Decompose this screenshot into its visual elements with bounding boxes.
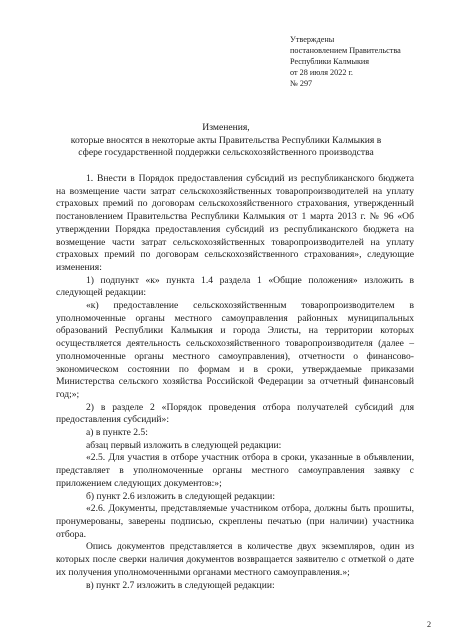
paragraph: 1) подпункт «к» пункта 1.4 раздела 1 «Общие положения» изложить в следующей редакции: <box>56 274 414 299</box>
paragraph: «2.5. Для участия в отборе участник отбора в сроки, указанные в объявлении, представляет в уполномоченные органы местного самоуправления заявку с приложением следующих документов:»; <box>56 452 414 489</box>
paragraph: а) в пункте 2.5: <box>86 427 148 439</box>
paragraph: Опись документов представляется в количестве двух экземпляров, один из которых после сверки наличия документов возвращается заявителю с отметкой о дате их получения уполномоченными органами местного самоуправления.»; <box>56 541 414 578</box>
paragraph: «к) предоставление сельскохозяйственным товаропроизводителем в уполномоченные органы местного самоуправления районных муниципальных образований Республики Калмыкия и города Элисты, на территории которых осуществляется деятельность сельскохозяйственного товаропроизводителя (далее – уполномоченные органы местного самоуправления), отчетности о финансово-экономическом состоянии по формам и в сроки, утверждаемые приказами Министерства сельского хозяйства Российской Федерации за отчетный финансовый год;»; <box>56 300 414 400</box>
page-number: 2 <box>427 620 432 629</box>
paragraph: «2.6. Документы, представляемые участником отбора, должны быть прошиты, пронумерованы, заверены подписью, скреплены печатью (при наличии) участника отбора. <box>56 503 414 540</box>
paragraph: 2) в разделе 2 «Порядок проведения отбора получателей субсидий для предоставления субсидий»: <box>56 401 414 426</box>
paragraph: 1. Внести в Порядок предоставления субсидий из республиканского бюджета на возмещение части затрат сельскохозяйственных товаропроизводителей на уплату страховых премий по договорам сельскохозяйственного страхования, утвержденный постановлением Правительства Республики Калмыкия от 1 марта 2013 г. № 96 «Об утверждении Порядка предоставления субсидий из республиканского бюджета на возмещение части затрат сельскохозяйственных товаропроизводителей на уплату страховых премий по договорам сельскохозяйственного страхования», следующие изменения: <box>56 173 414 273</box>
approval-line: Республики Калмыкия <box>290 57 370 66</box>
paragraph: в) пункт 2.7 изложить в следующей редакции: <box>86 579 275 591</box>
approval-stamp <box>290 34 430 89</box>
paragraph: абзац первый изложить в следующей редакции: <box>86 439 282 451</box>
approval-line: от 28 июля 2022 г. <box>290 68 353 77</box>
title-line: Изменения, <box>202 122 250 133</box>
title-line: сфере государственной поддержки сельскохозяйственного производства <box>78 147 374 159</box>
document-body <box>56 173 414 592</box>
paragraph: б) пункт 2.6 изложить в следующей редакции: <box>86 490 275 502</box>
approval-line: № 297 <box>290 79 313 88</box>
document-title <box>56 122 396 160</box>
approval-line: постановлением Правительства <box>290 46 401 55</box>
title-line: которые вносятся в некоторые акты Правительства Республики Калмыкия в <box>70 134 382 146</box>
approval-line: Утверждены <box>290 35 335 44</box>
